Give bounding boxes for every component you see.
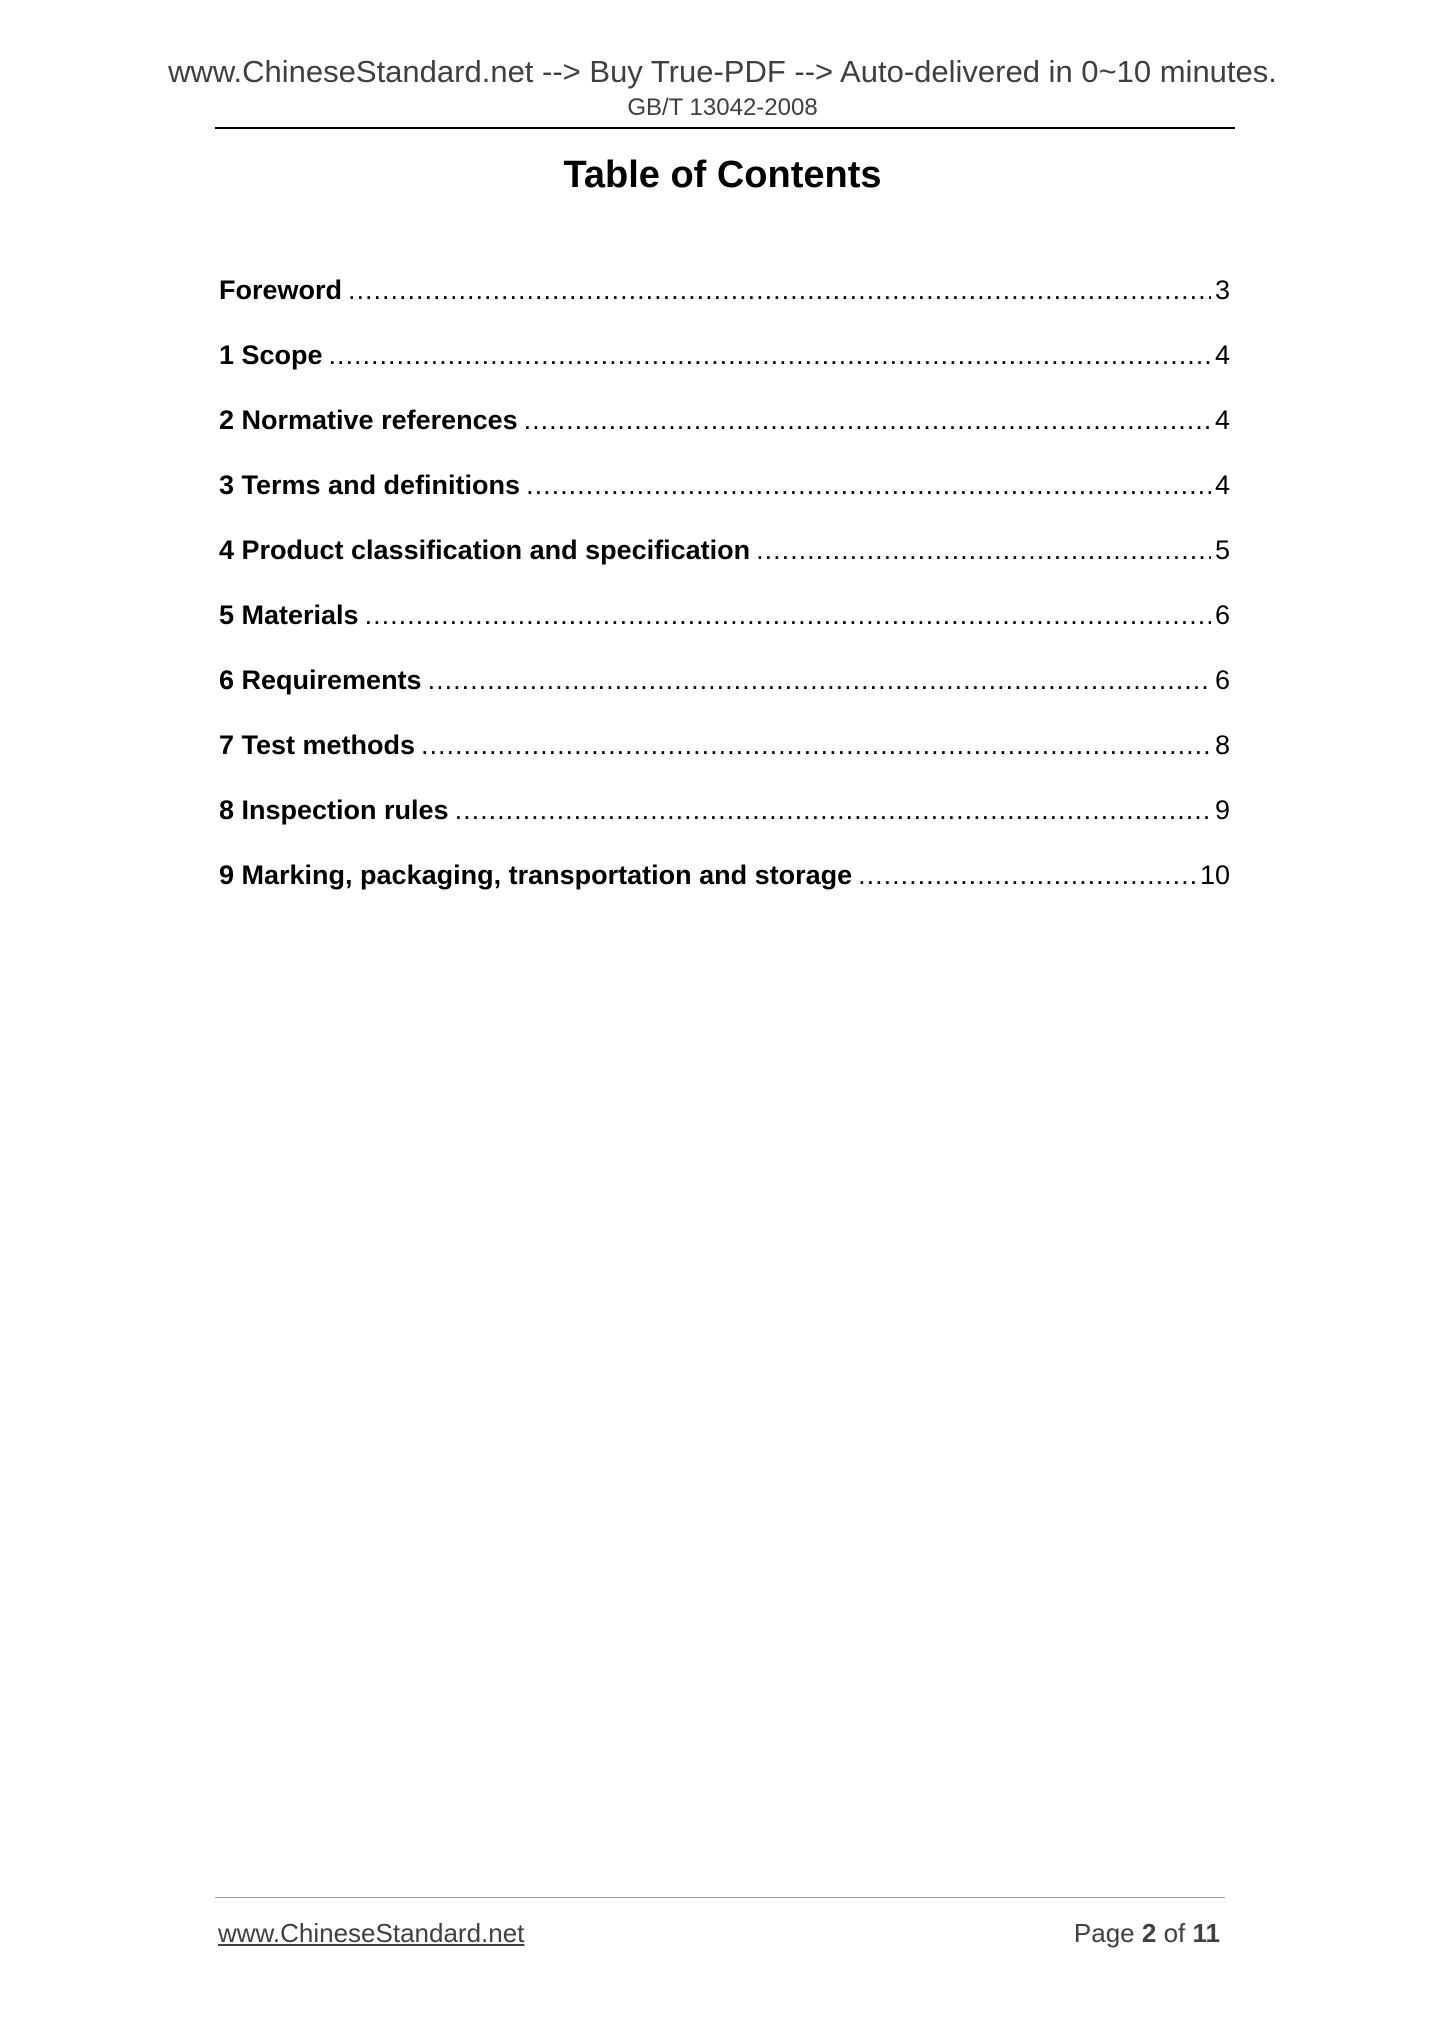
table-of-contents: [219, 272, 1230, 922]
toc-leader-dots: [329, 337, 1211, 373]
page-title: Table of Contents: [563, 154, 882, 196]
toc-entry-page: 6: [1214, 665, 1230, 695]
toc-entry-terms-and-definitions[interactable]: [219, 467, 1230, 532]
page-current: 2: [1141, 1918, 1157, 1948]
toc-entry-label: 6 Requirements: [219, 665, 422, 695]
header-divider: [215, 127, 1235, 129]
toc-entry-inspection-rules[interactable]: [219, 792, 1230, 857]
header-banner: www.ChineseStandard.net --> Buy True-PDF --> Auto-delivered in 0~10 minutes.: [168, 54, 1277, 89]
toc-leader-dots: [348, 272, 1211, 308]
toc-entry-page: 4: [1214, 340, 1230, 370]
toc-leader-dots: [526, 467, 1211, 503]
page-of: of: [1163, 1918, 1186, 1948]
footer-divider: [215, 1897, 1225, 1898]
toc-entry-test-methods[interactable]: [219, 727, 1230, 792]
toc-leader-dots: [421, 727, 1211, 763]
toc-entry-label: 4 Product classification and specification: [219, 535, 751, 565]
toc-entry-product-classification[interactable]: [219, 532, 1230, 597]
toc-entry-foreword[interactable]: [219, 272, 1230, 337]
toc-entry-page: 6: [1214, 600, 1230, 630]
page-total: 11: [1192, 1918, 1220, 1948]
toc-entry-label: 8 Inspection rules: [219, 795, 449, 825]
toc-entry-label: 3 Terms and definitions: [219, 470, 521, 500]
toc-entry-page: 4: [1214, 405, 1230, 435]
toc-entry-page: 5: [1214, 535, 1230, 565]
toc-entry-requirements[interactable]: [219, 662, 1230, 727]
page-prefix: Page: [1073, 1918, 1135, 1948]
toc-leader-dots: [455, 792, 1211, 828]
toc-entry-label: Foreword: [219, 275, 343, 305]
toc-leader-dots: [524, 402, 1211, 438]
toc-entry-page: 8: [1214, 730, 1230, 760]
toc-leader-dots: [365, 597, 1211, 633]
toc-entry-materials[interactable]: [219, 597, 1230, 662]
toc-leader-dots: [858, 857, 1196, 893]
toc-entry-page: 10: [1199, 860, 1230, 890]
page-number: [1074, 1918, 1220, 1949]
toc-entry-label: 5 Materials: [219, 600, 359, 630]
toc-entry-label: 7 Test methods: [219, 730, 416, 760]
toc-entry-label: 2 Normative references: [219, 405, 518, 435]
document-code: GB/T 13042-2008: [627, 94, 818, 121]
toc-entry-scope[interactable]: [219, 337, 1230, 402]
toc-entry-page: 4: [1214, 470, 1230, 500]
footer-website-link[interactable]: www.ChineseStandard.net: [218, 1918, 525, 1948]
toc-entry-label: 9 Marking, packaging, transportation and storage: [219, 860, 853, 890]
toc-leader-dots: [428, 662, 1211, 698]
toc-entry-label: 1 Scope: [219, 340, 323, 370]
toc-entry-normative-references[interactable]: [219, 402, 1230, 467]
toc-entry-page: 3: [1214, 275, 1230, 305]
toc-entry-page: 9: [1214, 795, 1230, 825]
toc-leader-dots: [756, 532, 1211, 568]
toc-entry-marking-packaging[interactable]: [219, 857, 1230, 922]
